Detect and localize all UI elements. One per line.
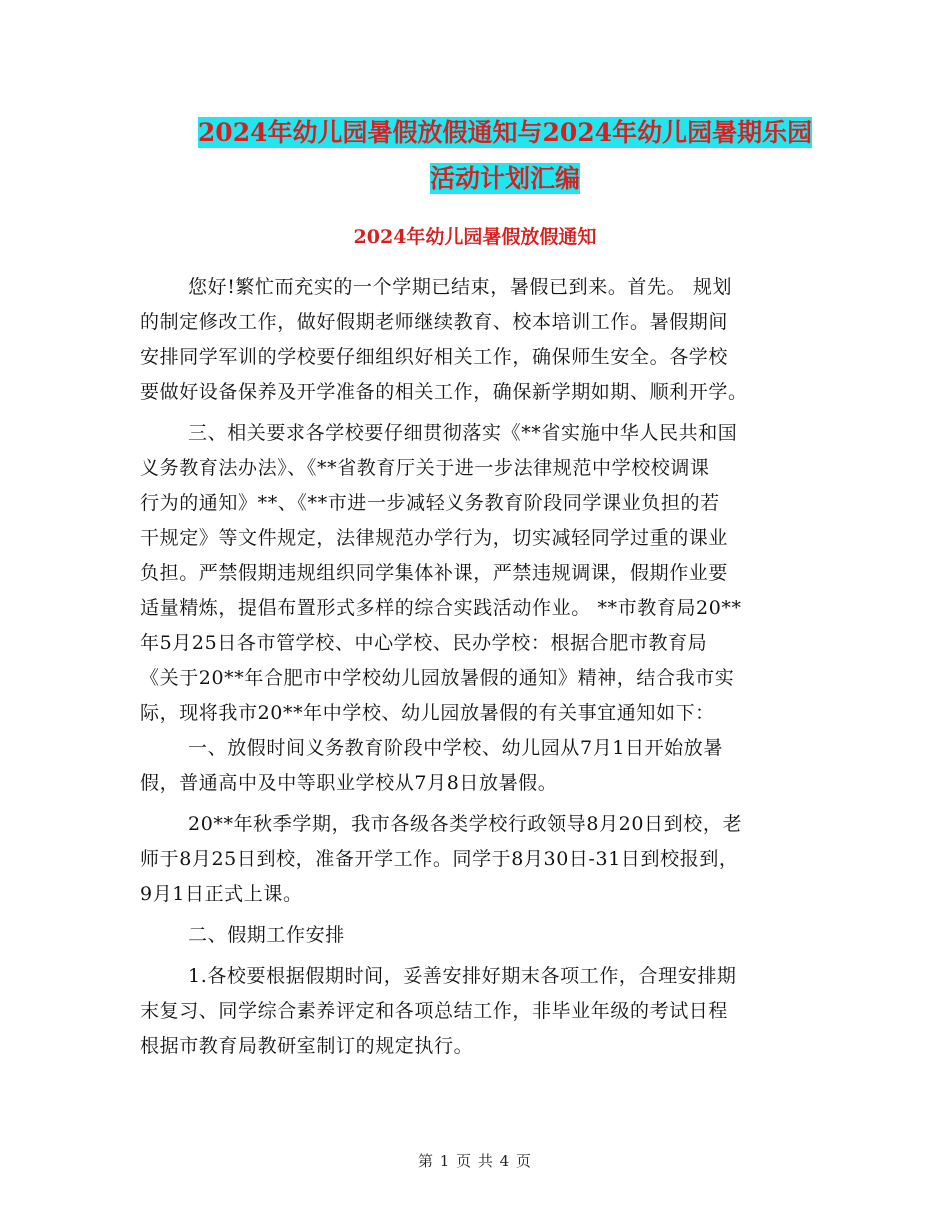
paragraph-line: 负担。严禁假期违规组织同学集体补课，严禁违规调课，假期作业要: [140, 562, 729, 584]
paragraph-line: 1.各校要根据假期时间，妥善安排好期末各项工作，合理安排期: [188, 965, 737, 987]
document-title: [140, 110, 870, 202]
paragraph-line: 干规定》等文件规定，法律规范办学行为，切实减轻同学过重的课业: [140, 527, 729, 549]
paragraph-line: 三、相关要求各学校要仔细贯彻落实《**省实施中华人民共和国: [188, 422, 738, 444]
paragraph-line: 您好!繁忙而充实的一个学期已结束，暑假已到来。首先。 规划: [188, 276, 733, 298]
paragraph-line: 9月1日正式上课。: [140, 883, 303, 905]
paragraph-line: 末复习、同学综合素养评定和各项总结工作，非毕业年级的考试日程: [140, 1000, 729, 1022]
paragraph-line: 师于8月25日到校，准备开学工作。同学于8月30日-31日到校报到，: [140, 848, 739, 870]
paragraph-line: 义务教育法办法》、《**省教育厅关于进一步法律规范中学校校调课: [140, 457, 710, 479]
paragraph-line: 适量精炼，提倡布置形式多样的综合实践活动作业。 **市教育局20**: [140, 597, 742, 619]
section-title: 2024年幼儿园暑假放假通知: [353, 226, 597, 248]
title-line-1: 2024年幼儿园暑假放假通知与2024年幼儿园暑期乐园: [197, 118, 813, 147]
paragraph-line: 要做好设备保养及开学准备的相关工作，确保新学期如期、顺利开学。: [140, 381, 748, 403]
page-number: 第 1 页 共 4 页: [418, 1152, 532, 1170]
paragraph-line: 20**年秋季学期，我市各级各类学校行政领导8月20日到校，老: [188, 813, 743, 835]
paragraph-line: 一、放假时间义务教育阶段中学校、幼儿园从7月1日开始放暑: [188, 737, 723, 759]
paragraph-line: 际，现将我市20**年中学校、幼儿园放暑假的有关事宜通知如下：: [140, 702, 715, 724]
title-line-2: 活动计划汇编: [429, 164, 580, 193]
paragraph-line: 年5月25日各市管学校、中心学校、民办学校：根据合肥市教育局: [140, 632, 708, 654]
document-body: [140, 270, 810, 1064]
paragraph-line: 假，普通高中及中等职业学校从7月8日放暑假。: [140, 772, 558, 794]
paragraph-line: 《关于20**年合肥市中学校幼儿园放暑假的通知》精神，结合我市实: [140, 667, 735, 689]
paragraph-line: 根据市教育局教研室制订的规定执行。: [140, 1035, 474, 1057]
paragraph-line: 的制定修改工作，做好假期老师继续教育、校本培训工作。暑假期间: [140, 311, 729, 333]
section-heading-line: 二、假期工作安排: [188, 924, 345, 946]
paragraph-line: 安排同学军训的学校要仔细组织好相关工作，确保师生安全。各学校: [140, 346, 729, 368]
paragraph-line: 行为的通知》**、《**市进一步减轻义务教育阶段同学课业负担的若: [140, 492, 720, 514]
